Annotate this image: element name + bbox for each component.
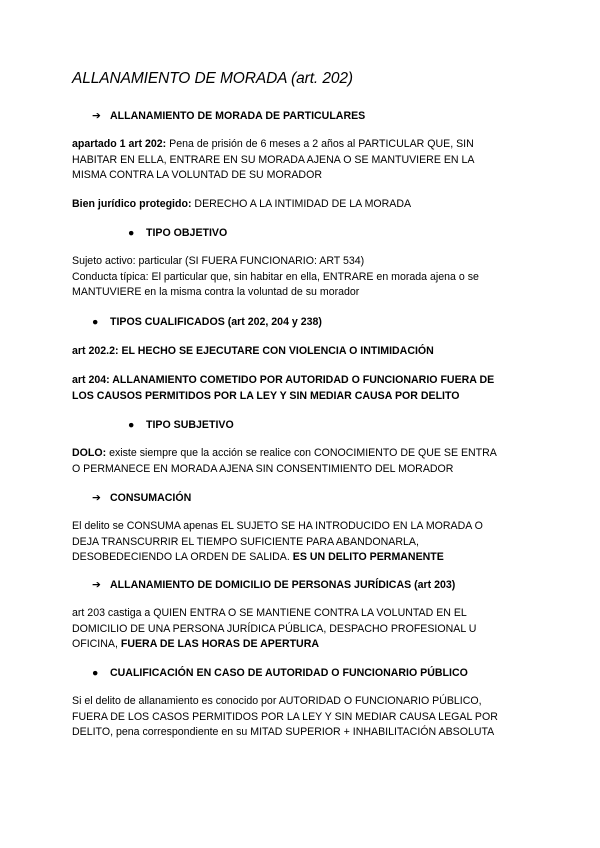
- paragraph-consumacion: El delito se CONSUMA apenas EL SUJETO SE HA INTRODUCIDO EN LA MORADA O DEJA TRANSCURRIR EL TIEMPO SUFICIENTE PARA ABANDONARLA, DESOBEDECIENDO LA ORDEN DE SALIDA. ES UN DELITO PERMANENTE: [72, 520, 483, 564]
- arrow-icon: ➔: [92, 579, 101, 591]
- bullet-icon: ●: [128, 227, 135, 239]
- paragraph-tipo-objetivo: Sujeto activo: particular (SI FUERA FUNCIONARIO: ART 534) Conducta típica: El particular que, sin habitar en ella, ENTRARE en morada ajena o se MANTUVIERE en la misma contra la voluntad de su morador: [72, 255, 479, 299]
- heading-tipo-subjetivo: ● TIPO SUBJETIVO: [128, 418, 234, 434]
- paragraph-apartado-1: apartado 1 art 202: Pena de prisión de 6 meses a 2 años al PARTICULAR QUE, SIN HABITAR EN ELLA, ENTRARE EN SU MORADA AJENA O SE MANTUVIERE EN LA MISMA CONTRA LA VOLUNTAD DE SU MORADOR: [72, 138, 475, 182]
- arrow-icon: ➔: [92, 110, 101, 122]
- bullet-icon: ●: [128, 419, 135, 431]
- paragraph-cualificacion: Si el delito de allanamiento es conocido por AUTORIDAD O FUNCIONARIO PÚBLICO, FUERA DE LOS CASOS PERMITIDOS POR LA LEY Y SIN MEDIAR CAUSA LEGAL POR DELITO, pena correspondiente en su MITAD SUPERIOR + INHABILITACIÓN ABSOLUTA: [72, 695, 498, 739]
- paragraph-art-203: art 203 castiga a QUIEN ENTRA O SE MANTIENE CONTRA LA VOLUNTAD EN EL DOMICILIO DE UNA PERSONA JURÍDICA PÚBLICA, DESPACHO PROFESIONAL U OFICINA, FUERA DE LAS HORAS DE APERTURA: [72, 607, 477, 651]
- document-title: ALLANAMIENTO DE MORADA (art. 202): [72, 70, 353, 87]
- arrow-icon: ➔: [92, 492, 101, 504]
- heading-tipos-cualificados: ● TIPOS CUALIFICADOS (art 202, 204 y 238): [92, 315, 322, 331]
- heading-personas-juridicas: ➔ ALLANAMIENTO DE DOMICILIO DE PERSONAS JURÍDICAS (art 203): [92, 578, 455, 594]
- bullet-icon: ●: [92, 667, 99, 679]
- paragraph-art-202-2: art 202.2: EL HECHO SE EJECUTARE CON VIOLENCIA O INTIMIDACIÓN: [72, 345, 434, 357]
- paragraph-bien-juridico: Bien jurídico protegido: DERECHO A LA INTIMIDAD DE LA MORADA: [72, 198, 412, 210]
- heading-particulares: ➔ ALLANAMIENTO DE MORADA DE PARTICULARES: [92, 109, 365, 125]
- heading-cualificacion-autoridad: ● CUALIFICACIÓN EN CASO DE AUTORIDAD O FUNCIONARIO PÚBLICO: [92, 666, 468, 682]
- bullet-icon: ●: [92, 316, 99, 328]
- heading-tipo-objetivo: ● TIPO OBJETIVO: [128, 226, 227, 242]
- paragraph-dolo: DOLO: existe siempre que la acción se realice con CONOCIMIENTO DE QUE SE ENTRA O PERMANECE EN MORADA AJENA SIN CONSENTIMIENTO DEL MORADOR: [72, 447, 497, 475]
- heading-consumacion: ➔ CONSUMACIÓN: [92, 491, 191, 507]
- paragraph-art-204: art 204: ALLANAMIENTO COMETIDO POR AUTORIDAD O FUNCIONARIO FUERA DE LOS CAUSOS PERMITIDOS POR LA LEY Y SIN MEDIAR CAUSA POR DELITO: [72, 374, 495, 402]
